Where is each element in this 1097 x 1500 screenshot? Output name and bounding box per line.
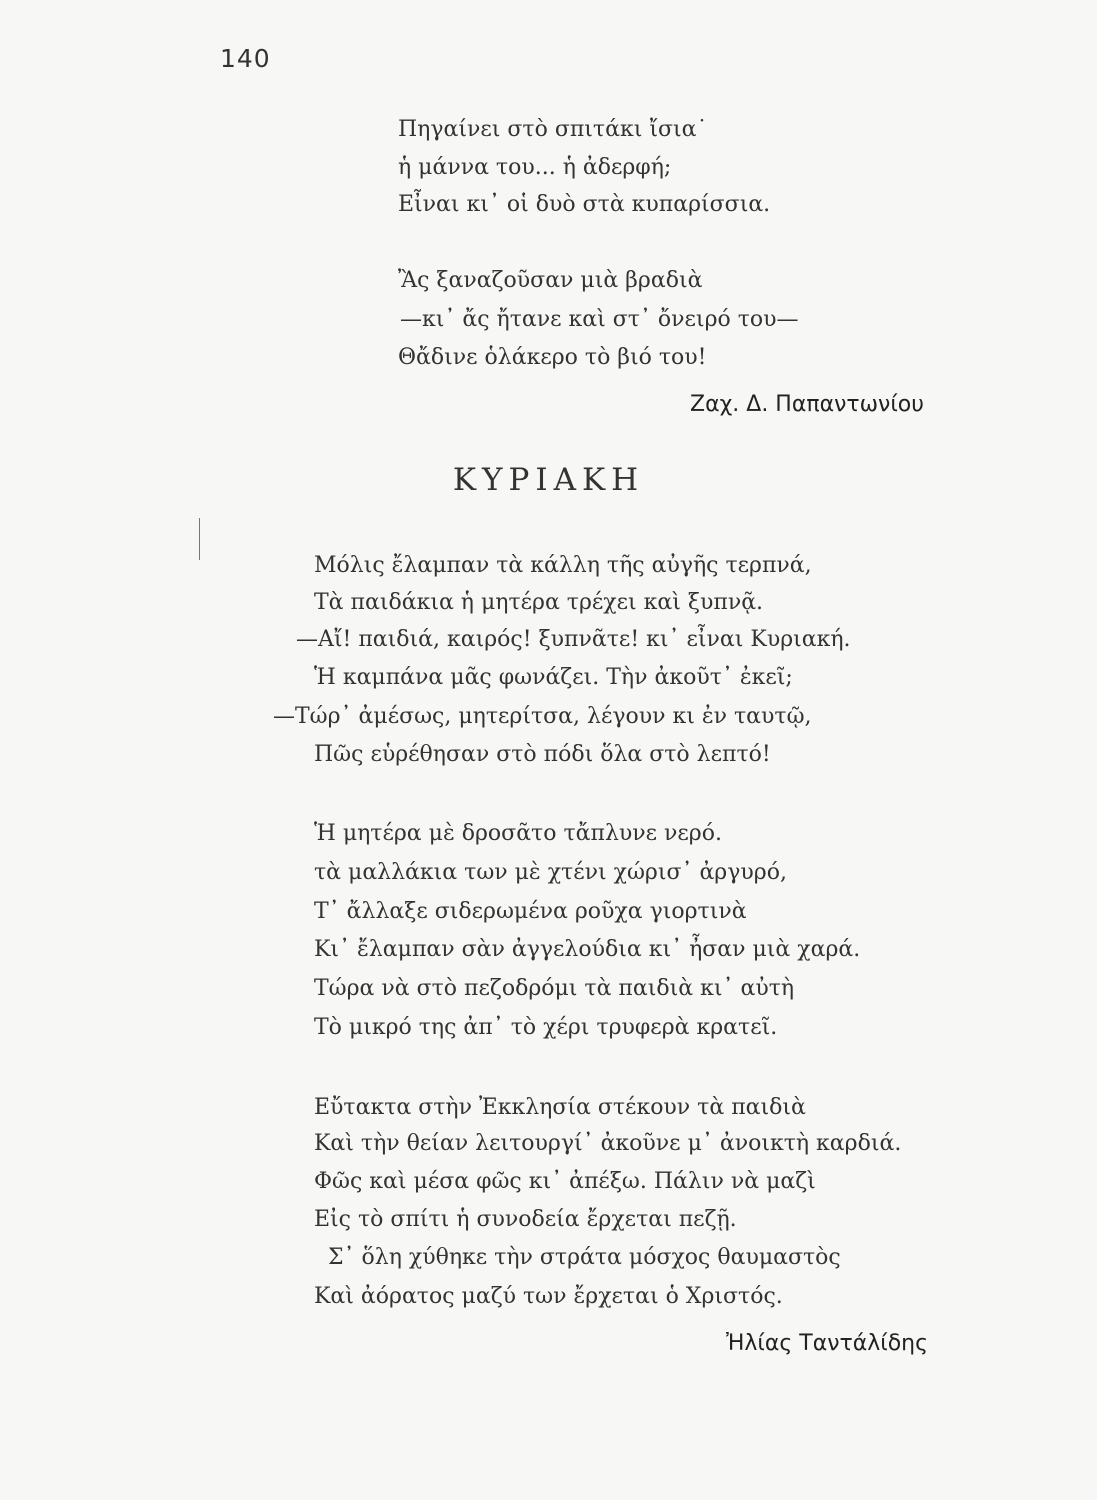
poem-line: Καὶ ἀόρατος μαζύ των ἔρχεται ὁ Χριστός.	[314, 1284, 783, 1309]
poem-line: τὰ μαλλάκια των μὲ χτένι χώρισ᾽ ἀργυρό,	[314, 860, 787, 885]
poem-line: Τὸ μικρό της ἀπ᾽ τὸ χέρι τρυφερὰ κρατεῖ.	[314, 1015, 778, 1040]
poem-line: Εἶναι κι᾽ οἱ δυὸ στὰ κυπαρίσσια.	[398, 192, 771, 217]
poem-line: —Τώρ᾽ ἀμέσως, μητερίτσα, λέγουν κι ἐν ταυτῷ,	[273, 704, 812, 729]
poem-line: Ἡ μητέρα μὲ δροσᾶτο τἄπλυνε νερό.	[314, 821, 722, 846]
poem2-author: Ἠλίας Ταντάλίδης	[726, 1331, 929, 1356]
poem-line: Πηγαίνει στὸ σπιτάκι ἴσια˙	[398, 117, 708, 142]
poem-line: Τώρα νὰ στὸ πεζοδρόμι τὰ παιδιὰ κι᾽ αὐτὴ	[314, 976, 795, 1001]
page-number: 140	[220, 44, 271, 73]
margin-mark	[199, 518, 200, 560]
poem1-author: Ζαχ. Δ. Παπαντωνίου	[690, 392, 924, 417]
poem-line: Τὰ παιδάκια ἡ μητέρα τρέχει καὶ ξυπνᾷ.	[314, 590, 764, 615]
poem-line: Φῶς καὶ μέσα φῶς κι᾽ ἀπέξω. Πάλιν νὰ μαζὶ	[314, 1169, 816, 1194]
poem-line: Καὶ τὴν θείαν λειτουργί᾽ ἀκοῦνε μ᾽ ἀνοικτὴ καρδιά.	[314, 1131, 902, 1156]
poem2-title: ΚΥΡΙΑΚΗ	[452, 462, 645, 498]
poem-line: Ἡ καμπάνα μᾶς φωνάζει. Τὴν ἀκοῦτ᾽ ἐκεῖ;	[314, 665, 793, 690]
poem-line: Ἂς ξαναζοῦσαν μιὰ βραδιὰ	[398, 268, 703, 293]
poem-line: Θἄδινε ὁλάκερο τὸ βιό του!	[398, 345, 707, 370]
poem-line: Σ᾽ ὅλη χύθηκε τὴν στράτα μόσχος θαυμαστὸς	[328, 1245, 841, 1270]
poem-line: ἡ μάννα του... ἡ ἀδερφή;	[398, 155, 672, 180]
poem-line: Εὔτακτα στὴν Ἐκκλησία στέκουν τὰ παιδιὰ	[314, 1095, 806, 1120]
poem-line: —κι᾽ ἄς ἤτανε καὶ στ᾽ ὄνειρό του—	[400, 307, 799, 332]
poem-line: Εἰς τὸ σπίτι ἡ συνοδεία ἔρχεται πεζῇ.	[314, 1207, 737, 1232]
poem-line: Μόλις ἔλαμπαν τὰ κάλλη τῆς αὐγῆς τερπνά,	[314, 553, 812, 578]
poem-line: Κι᾽ ἔλαμπαν σὰν ἀγγελούδια κι᾽ ἦσαν μιὰ χαρά.	[314, 937, 861, 962]
poem-line: —Αἴ! παιδιά, καιρός! ξυπνᾶτε! κι᾽ εἶναι Κυριακή.	[296, 627, 851, 652]
poem-line: Πῶς εὑρέθησαν στὸ πόδι ὅλα στὸ λεπτό!	[314, 742, 771, 767]
poem-line: Τ᾽ ἄλλαξε σιδερωμένα ροῦχα γιορτινὰ	[314, 899, 747, 924]
